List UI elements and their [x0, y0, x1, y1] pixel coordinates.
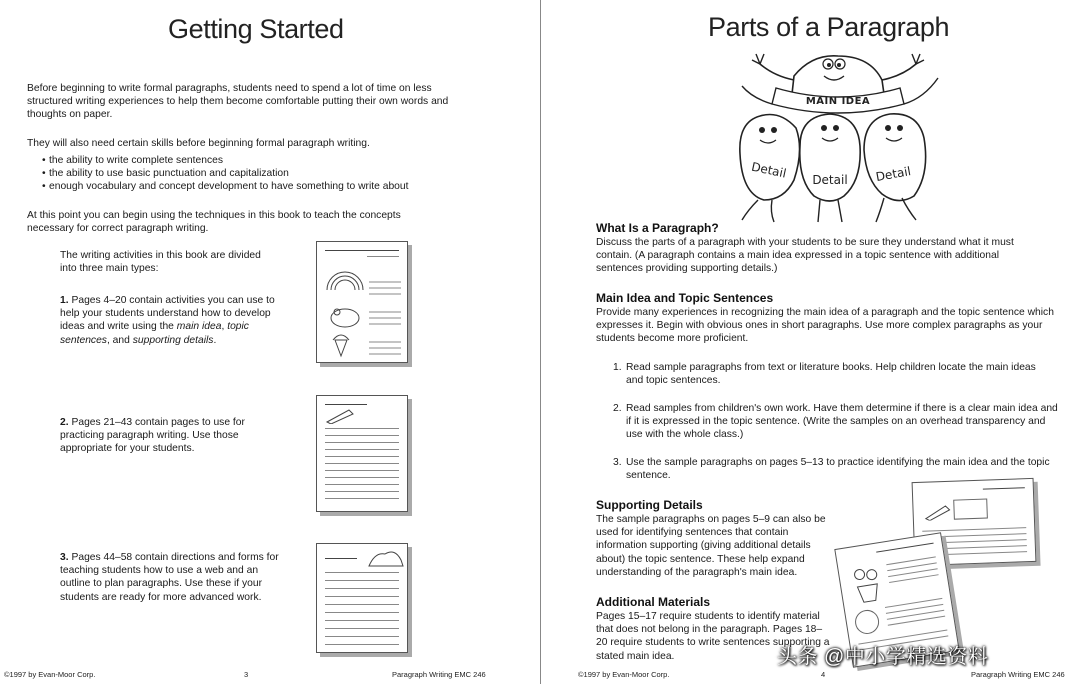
footer-copyright: ©1997 by Evan-Moor Corp.	[578, 670, 670, 679]
additional-paragraph: Pages 15–17 require students to identify material that does not belong in the paragraph. Pages 18–20 require students to write sentences supporting a stated main idea.	[596, 611, 830, 662]
step-number: 3.	[613, 457, 622, 468]
item-number: 2.	[60, 417, 69, 428]
sample-page-thumbnail-2	[316, 395, 408, 512]
main-idea-illustration	[734, 50, 946, 226]
type-item-1: 1. Pages 4–20 contain activities you can use to help your students understand how to develop ideas and write using the main idea, topic sentences, and supporting details.	[60, 295, 275, 346]
what-paragraph: Discuss the parts of a paragraph with your students to be sure they understand what it must contain. (A paragraph contains a main idea expressed in a topic sentence with additional sentences providing supporting details.)	[596, 237, 1014, 275]
detail-label-2: Detail	[812, 173, 848, 187]
right-page	[541, 0, 1080, 684]
item-number: 1.	[60, 295, 69, 306]
footer-copyright: ©1997 by Evan-Moor Corp.	[4, 670, 96, 679]
flower-pot-icon	[846, 561, 888, 606]
footer-book: Paragraph Writing EMC 246	[392, 670, 486, 679]
skills-intro: They will also need certain skills before beginning formal paragraph writing.	[27, 138, 370, 149]
section-heading-supporting: Supporting Details	[596, 498, 703, 512]
footer-page-number: 4	[821, 670, 826, 679]
page-title: Parts of a Paragraph	[708, 12, 950, 42]
sample-page-thumbnail-3	[316, 543, 408, 653]
main-idea-paragraph: Provide many experiences in recognizing the main idea of a paragraph and the topic sentence which expresses it. Begin with obvious ones in short paragraphs. Use more complex paragraphs as your students become more proficient.	[596, 307, 1054, 345]
main-idea-step-1: 1. Read sample paragraphs from text or literature books. Help children locate the main ideas and topic sentences.	[613, 362, 1036, 387]
techniques-paragraph: At this point you can begin using the techniques in this book to teach the concepts necessary for correct paragraph writing.	[27, 210, 401, 235]
list-item: • the ability to write complete sentences	[27, 154, 477, 167]
sample-page-thumbnail-1	[316, 241, 408, 363]
detail-label-3: Detail	[874, 164, 912, 185]
section-heading-additional: Additional Materials	[596, 595, 711, 609]
list-item: • the ability to use basic punctuation and capitalization	[27, 167, 477, 180]
step-number: 2.	[613, 403, 622, 414]
main-idea-step-3: 3. Use the sample paragraphs on pages 5–13 to practice identifying the main idea and the topic sentence.	[613, 457, 1050, 482]
pencil-icon	[325, 408, 355, 424]
supporting-paragraph: The sample paragraphs on pages 5–9 can also be used for identifying sentences that contain information supporting (giving additional details about) the topic sentence. These help expand understanding of the paragraph's main idea.	[596, 514, 826, 578]
cat-icon	[365, 546, 405, 568]
footer-page-number: 3	[244, 670, 249, 679]
type-item-3: 3. Pages 44–58 contain directions and forms for teaching students how to use a web and an outline to plan paragraphs. Use these if your students are ready for more advanced work.	[60, 552, 279, 603]
rainbow-icon	[323, 260, 403, 360]
illustration-banner-text: MAIN IDEA	[805, 96, 871, 107]
item-number: 3.	[60, 552, 69, 563]
types-intro: The writing activities in this book are divided into three main types:	[60, 250, 261, 275]
pencil-icon	[923, 502, 954, 521]
section-heading-main-idea: Main Idea and Topic Sentences	[596, 291, 774, 305]
page-title: Getting Started	[168, 14, 344, 44]
intro-paragraph: Before beginning to write formal paragraphs, students need to spend a lot of time on less structured writing experiences to help them become comfortable putting their own words and thoughts on paper.	[27, 83, 449, 121]
list-item: • enough vocabulary and concept development to have something to write about	[27, 180, 477, 193]
section-heading-what: What Is a Paragraph?	[596, 221, 719, 235]
detail-label-1: Detail	[750, 159, 788, 181]
watermark: 头条 @中小学精选资料	[777, 646, 989, 668]
step-number: 1.	[613, 362, 622, 373]
footer-book: Paragraph Writing EMC 246	[971, 670, 1065, 679]
main-idea-step-2: 2. Read samples from children's own work. Have them determine if there is a clear main idea and if it is expressed in the topic sentence. (Write the samples on an overhead transparency and use with the whole class.)	[613, 403, 1058, 441]
skills-list	[27, 154, 477, 194]
type-item-2: 2. Pages 21–43 contain pages to use for practicing paragraph writing. Use those appropriate for your students.	[60, 417, 245, 455]
